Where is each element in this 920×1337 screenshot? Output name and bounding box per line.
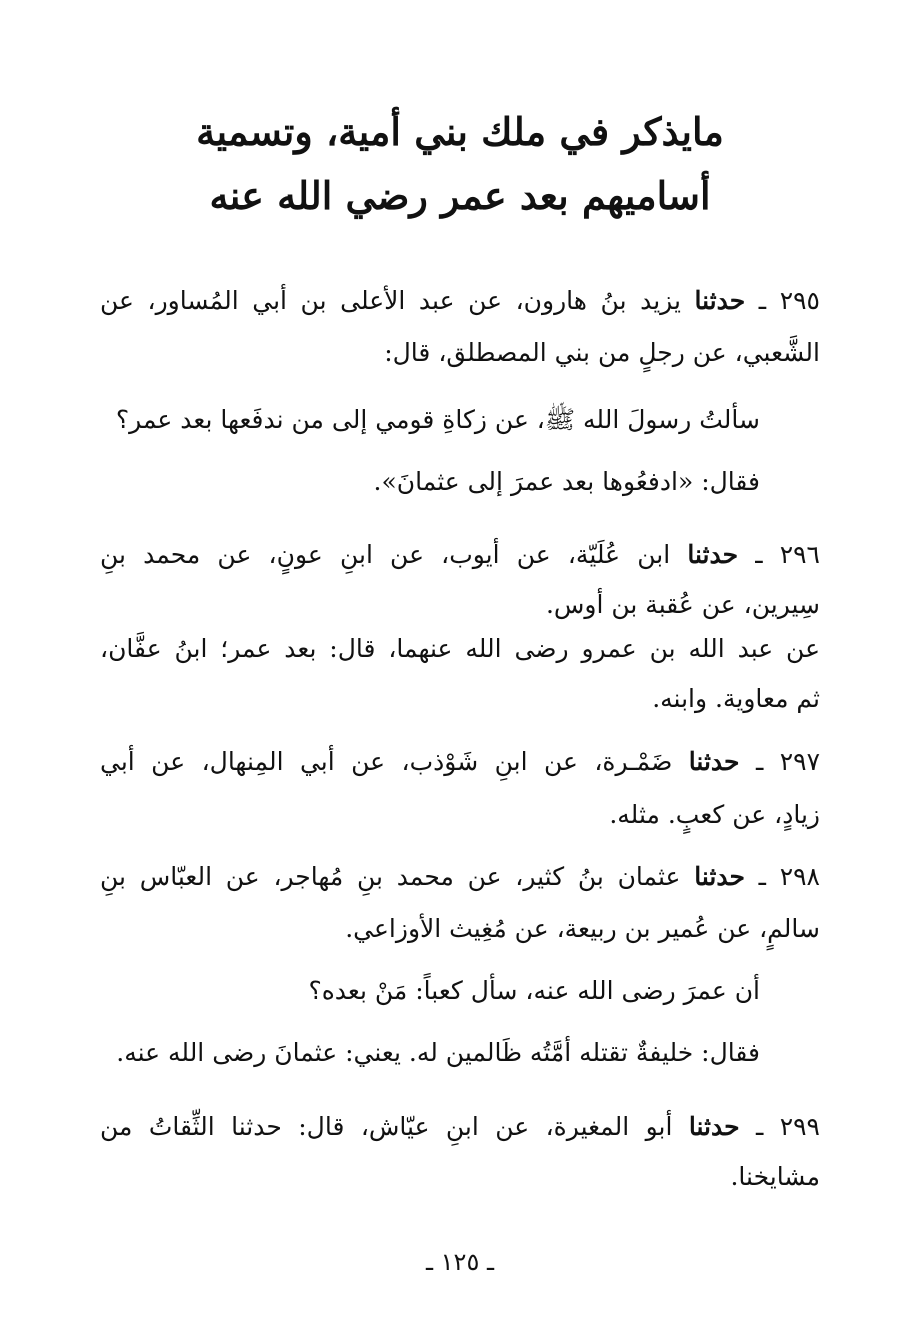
isnad-text: ضَمْـرة، عن ابنِ شَوْذب، عن أبي المِنهال، عن أبي: [100, 747, 689, 776]
chapter-title-line-2: أساميهم بعد عمر رضي الله عنه: [209, 173, 711, 218]
isnad-text: يزيد بنُ هارون، عن عبد الأعلى بن أبي المُساور، عن: [100, 286, 695, 315]
hadith-keyword: حدثنا: [688, 747, 740, 776]
hadith-295-text-line-2: فقال: «ادفعُوها بعد عمرَ إلى عثمانَ».: [373, 467, 760, 496]
hadith-295-isnad-line-1: [100, 282, 820, 320]
hadith-keyword: حدثنا: [688, 1112, 740, 1141]
hadith-298-text-line-2: فقال: خليفةٌ تقتله أمَّتُه ظَالمين له. يعني: عثمانَ رضى الله عنه.: [116, 1038, 760, 1067]
hadith-298-text-line-1: أن عمرَ رضى الله عنه، سأل كعباً: مَنْ بعده؟: [308, 976, 760, 1005]
document-page: [100, 0, 820, 1337]
hadith-number: ٢٩٨ ـ: [758, 862, 820, 891]
hadith-295-text-line-1: سألتُ رسولَ الله ﷺ، عن زكاةِ قومي إلى من ندفَعها بعد عمر؟: [115, 405, 760, 434]
isnad-text: عثمان بنُ كثير، عن محمد بنِ مُهاجر، عن العبّاس بنِ: [100, 862, 695, 891]
hadith-298-isnad-line-2: سالمٍ، عن عُمير بن ربيعة، عن مُغِيث الأوزاعي.: [345, 914, 820, 943]
hadith-298-isnad-line-1: [100, 858, 820, 896]
hadith-296-text-line-2: ثم معاوية. وابنه.: [652, 684, 820, 713]
hadith-number: ٢٩٩ ـ: [755, 1112, 820, 1141]
hadith-number: ٢٩٥ ـ: [758, 286, 820, 315]
hadith-keyword: حدثنا: [694, 286, 746, 315]
hadith-299-isnad-line-1: [100, 1108, 820, 1146]
hadith-296-isnad-line-1: [100, 536, 820, 574]
hadith-295-isnad-line-2: الشَّعبي، عن رجلٍ من بني المصطلق، قال:: [384, 338, 820, 367]
chapter-title: [100, 100, 820, 228]
hadith-296-text-line-1: عن عبد الله بن عمرو رضى الله عنهما، قال: بعد عمر؛ ابنُ عفَّان،: [100, 634, 820, 663]
hadith-keyword: حدثنا: [694, 862, 745, 891]
chapter-title-line-1: مايذكر في ملك بني أمية، وتسمية: [196, 109, 724, 154]
hadith-keyword: حدثنا: [687, 540, 739, 569]
hadith-297-isnad-line-1: [100, 743, 820, 781]
hadith-299-isnad-line-2: مشايخنا.: [730, 1162, 820, 1191]
hadith-number: ٢٩٦ ـ: [755, 540, 820, 569]
hadith-296-isnad-line-2: سِيرين، عن عُقبة بن أوس.: [545, 590, 820, 619]
page-number: ـ ١٢٥ ـ: [425, 1248, 494, 1276]
hadith-number: ٢٩٧ ـ: [755, 747, 821, 776]
hadith-297-isnad-line-2: زيادٍ، عن كعبٍ. مثله.: [609, 800, 820, 829]
isnad-text: أبو المغيرة، عن ابنِ عيّاش، قال: حدثنا الثِّقاتُ من: [100, 1112, 689, 1141]
isnad-text: ابن عُلَيّة، عن أيوب، عن ابنِ عونٍ، عن محمد بنِ: [100, 540, 688, 569]
